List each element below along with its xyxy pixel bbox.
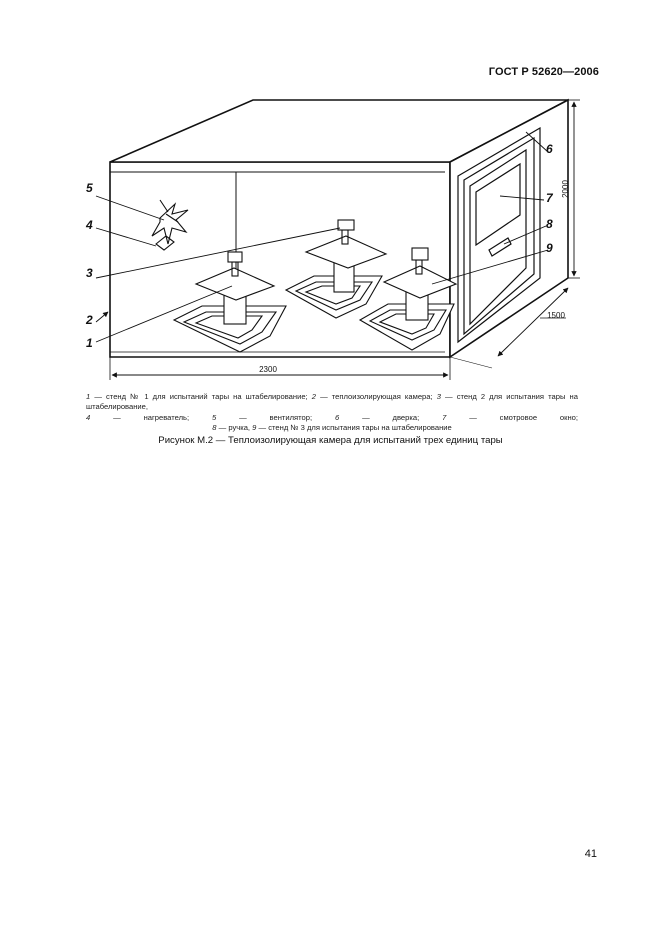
callout-6: 6: [546, 142, 553, 156]
callout-4: 4: [86, 218, 93, 232]
callout-8: 8: [546, 217, 553, 231]
legend-line-2: 4 — нагреватель; 5 — вентилятор; 6 — дверка; 7 — смотровое окно;: [86, 412, 578, 422]
page-number: 41: [584, 848, 597, 860]
document-header: ГОСТ Р 52620—2006: [488, 66, 599, 78]
callout-3: 3: [86, 266, 93, 280]
width-dimension-label: 2300: [259, 365, 277, 374]
callout-5: 5: [86, 181, 93, 195]
callout-1: 1: [86, 336, 93, 350]
legend-line-3: 8 — ручка, 9 — стенд № 3 для испытания тары на штабелирование: [212, 423, 452, 433]
callout-7: 7: [546, 191, 553, 205]
figure-legend: [86, 392, 578, 434]
figure-caption: Рисунок М.2 — Теплоизолирующая камера для испытаний трех единиц тары: [158, 435, 503, 446]
callout-2: 2: [86, 313, 93, 327]
depth-dimension-label: 1500: [547, 311, 565, 320]
height-dimension-label: 2000: [561, 180, 570, 198]
insulated-chamber-figure: [0, 0, 661, 400]
callout-9: 9: [546, 241, 553, 255]
legend-line-1: 1 — стенд № 1 для испытаний тары на штабелирование; 2 — теплоизолирующая камера; 3 — стенд 2 для испытания тары на штабелирование,: [86, 392, 578, 412]
